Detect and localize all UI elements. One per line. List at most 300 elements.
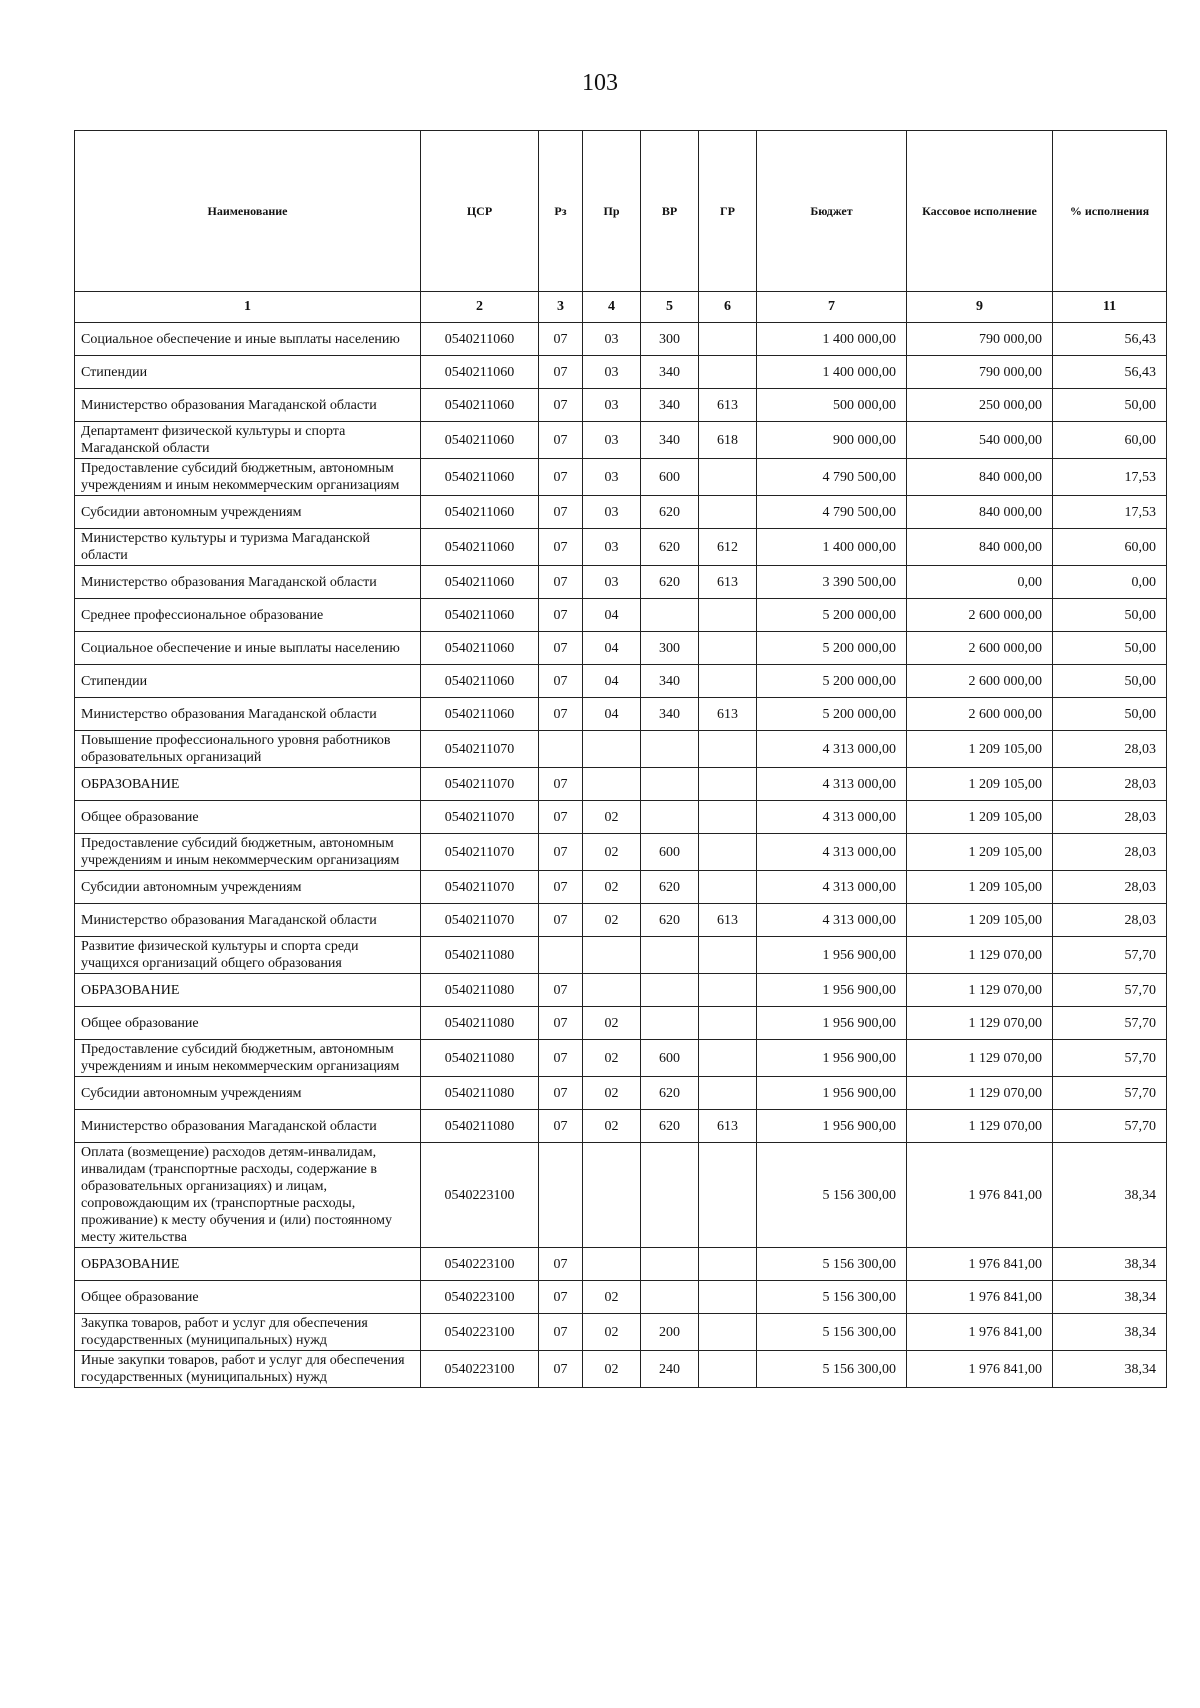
row-percent-cell: 50,00 — [1053, 632, 1167, 665]
row-csr-cell: 0540223100 — [421, 1281, 539, 1314]
row-rz-cell: 07 — [539, 632, 583, 665]
table-row — [75, 665, 1167, 698]
row-percent-cell: 17,53 — [1053, 496, 1167, 529]
row-gr-cell — [699, 1314, 757, 1351]
row-percent-cell: 38,34 — [1053, 1314, 1167, 1351]
row-execution-cell: 1 129 070,00 — [907, 974, 1053, 1007]
row-pr-cell — [583, 937, 641, 974]
row-budget-cell: 3 390 500,00 — [757, 566, 907, 599]
row-gr-cell — [699, 632, 757, 665]
row-name-cell: Общее образование — [75, 1007, 421, 1040]
row-csr-cell: 0540211060 — [421, 323, 539, 356]
row-execution-cell: 1 976 841,00 — [907, 1314, 1053, 1351]
row-name-cell: Министерство образования Магаданской области — [75, 566, 421, 599]
row-rz-cell: 07 — [539, 1077, 583, 1110]
row-csr-cell: 0540211070 — [421, 731, 539, 768]
row-gr-cell — [699, 665, 757, 698]
row-vr-cell — [641, 801, 699, 834]
table-row — [75, 529, 1167, 566]
row-budget-cell: 1 956 900,00 — [757, 1077, 907, 1110]
row-csr-cell: 0540211060 — [421, 356, 539, 389]
row-name-cell: Предоставление субсидий бюджетным, автономным учреждениям и иным некоммерческим организациям — [75, 834, 421, 871]
row-budget-cell: 900 000,00 — [757, 422, 907, 459]
row-pr-cell — [583, 1143, 641, 1248]
table-row — [75, 389, 1167, 422]
row-name-cell: Министерство образования Магаданской области — [75, 904, 421, 937]
row-csr-cell: 0540211070 — [421, 871, 539, 904]
row-csr-cell: 0540223100 — [421, 1143, 539, 1248]
row-pr-cell: 03 — [583, 422, 641, 459]
row-execution-cell: 1 209 105,00 — [907, 904, 1053, 937]
row-percent-cell: 28,03 — [1053, 871, 1167, 904]
row-budget-cell: 5 156 300,00 — [757, 1351, 907, 1388]
table-row — [75, 834, 1167, 871]
row-execution-cell: 0,00 — [907, 566, 1053, 599]
row-name-cell: Общее образование — [75, 801, 421, 834]
row-budget-cell: 4 313 000,00 — [757, 871, 907, 904]
row-vr-cell: 340 — [641, 422, 699, 459]
row-vr-cell — [641, 1248, 699, 1281]
row-percent-cell: 57,70 — [1053, 974, 1167, 1007]
row-budget-cell: 4 790 500,00 — [757, 459, 907, 496]
budget-execution-table — [74, 130, 1167, 1388]
row-rz-cell: 07 — [539, 496, 583, 529]
row-csr-cell: 0540211060 — [421, 459, 539, 496]
row-name-cell: Иные закупки товаров, работ и услуг для обеспечения государственных (муниципальных) нужд — [75, 1351, 421, 1388]
row-budget-cell: 1 956 900,00 — [757, 974, 907, 1007]
row-budget-cell: 5 156 300,00 — [757, 1143, 907, 1248]
table-row — [75, 1110, 1167, 1143]
row-pr-cell: 03 — [583, 529, 641, 566]
table-row — [75, 937, 1167, 974]
row-name-cell: Субсидии автономным учреждениям — [75, 496, 421, 529]
row-vr-cell: 620 — [641, 1077, 699, 1110]
row-csr-cell: 0540223100 — [421, 1314, 539, 1351]
row-vr-cell — [641, 768, 699, 801]
row-execution-cell: 840 000,00 — [907, 529, 1053, 566]
row-rz-cell: 07 — [539, 389, 583, 422]
row-budget-cell: 5 200 000,00 — [757, 599, 907, 632]
row-rz-cell: 07 — [539, 1281, 583, 1314]
table-row — [75, 801, 1167, 834]
table-row — [75, 632, 1167, 665]
row-pr-cell: 02 — [583, 1110, 641, 1143]
row-pr-cell: 03 — [583, 323, 641, 356]
row-execution-cell: 2 600 000,00 — [907, 698, 1053, 731]
row-name-cell: Социальное обеспечение и иные выплаты населению — [75, 323, 421, 356]
row-csr-cell: 0540211060 — [421, 665, 539, 698]
row-csr-cell: 0540223100 — [421, 1248, 539, 1281]
row-csr-cell: 0540211060 — [421, 389, 539, 422]
row-name-cell: Министерство образования Магаданской области — [75, 1110, 421, 1143]
column-number: 6 — [699, 292, 757, 323]
row-name-cell: Департамент физической культуры и спорта Магаданской области — [75, 422, 421, 459]
row-rz-cell: 07 — [539, 904, 583, 937]
row-pr-cell — [583, 768, 641, 801]
row-gr-cell — [699, 1077, 757, 1110]
row-name-cell: Министерство образования Магаданской области — [75, 389, 421, 422]
column-number: 3 — [539, 292, 583, 323]
row-execution-cell: 1 976 841,00 — [907, 1143, 1053, 1248]
row-rz-cell: 07 — [539, 356, 583, 389]
row-rz-cell: 07 — [539, 801, 583, 834]
row-rz-cell: 07 — [539, 459, 583, 496]
row-execution-cell: 1 129 070,00 — [907, 1040, 1053, 1077]
column-titles-row — [75, 131, 1167, 292]
row-percent-cell: 60,00 — [1053, 529, 1167, 566]
table-row — [75, 566, 1167, 599]
row-percent-cell: 50,00 — [1053, 599, 1167, 632]
table-row — [75, 599, 1167, 632]
row-pr-cell: 04 — [583, 665, 641, 698]
row-csr-cell: 0540211070 — [421, 801, 539, 834]
row-percent-cell: 57,70 — [1053, 937, 1167, 974]
row-csr-cell: 0540211060 — [421, 698, 539, 731]
table-header — [75, 131, 1167, 323]
row-pr-cell: 03 — [583, 496, 641, 529]
row-pr-cell — [583, 1248, 641, 1281]
row-rz-cell: 07 — [539, 599, 583, 632]
row-budget-cell: 5 200 000,00 — [757, 632, 907, 665]
row-csr-cell: 0540211060 — [421, 632, 539, 665]
row-percent-cell: 50,00 — [1053, 665, 1167, 698]
row-execution-cell: 840 000,00 — [907, 496, 1053, 529]
row-vr-cell — [641, 599, 699, 632]
row-rz-cell: 07 — [539, 974, 583, 1007]
column-number: 9 — [907, 292, 1053, 323]
row-pr-cell: 02 — [583, 1077, 641, 1110]
row-vr-cell: 300 — [641, 632, 699, 665]
row-rz-cell: 07 — [539, 665, 583, 698]
row-gr-cell — [699, 1248, 757, 1281]
row-name-cell: ОБРАЗОВАНИЕ — [75, 1248, 421, 1281]
row-csr-cell: 0540211080 — [421, 1110, 539, 1143]
row-rz-cell: 07 — [539, 871, 583, 904]
row-pr-cell: 02 — [583, 801, 641, 834]
row-percent-cell: 38,34 — [1053, 1248, 1167, 1281]
row-percent-cell: 28,03 — [1053, 904, 1167, 937]
row-budget-cell: 4 313 000,00 — [757, 768, 907, 801]
row-percent-cell: 38,34 — [1053, 1351, 1167, 1388]
row-vr-cell — [641, 974, 699, 1007]
row-vr-cell: 620 — [641, 566, 699, 599]
page-number: 103 — [582, 70, 618, 96]
row-execution-cell: 250 000,00 — [907, 389, 1053, 422]
row-execution-cell: 1 209 105,00 — [907, 731, 1053, 768]
row-rz-cell: 07 — [539, 1040, 583, 1077]
table-row — [75, 1143, 1167, 1248]
row-vr-cell: 340 — [641, 698, 699, 731]
table-row — [75, 1281, 1167, 1314]
row-budget-cell: 4 313 000,00 — [757, 731, 907, 768]
row-vr-cell — [641, 937, 699, 974]
column-header: % исполнения — [1053, 131, 1167, 292]
row-name-cell: Оплата (возмещение) расходов детям-инвалидам, инвалидам (транспортные расходы, содержание в образовательных организациях) и лицам, сопровождающим их (транспортные расходы, проживание) к месту обучения и (или) постоянному месту жительства — [75, 1143, 421, 1248]
row-percent-cell: 50,00 — [1053, 698, 1167, 731]
table-row — [75, 698, 1167, 731]
row-execution-cell: 2 600 000,00 — [907, 599, 1053, 632]
row-vr-cell: 620 — [641, 871, 699, 904]
row-pr-cell: 02 — [583, 1351, 641, 1388]
row-gr-cell — [699, 834, 757, 871]
row-pr-cell: 02 — [583, 834, 641, 871]
row-name-cell: Закупка товаров, работ и услуг для обеспечения государственных (муниципальных) нужд — [75, 1314, 421, 1351]
row-budget-cell: 1 400 000,00 — [757, 356, 907, 389]
row-name-cell: Министерство образования Магаданской области — [75, 698, 421, 731]
row-gr-cell: 613 — [699, 389, 757, 422]
row-name-cell: ОБРАЗОВАНИЕ — [75, 768, 421, 801]
row-execution-cell: 1 209 105,00 — [907, 768, 1053, 801]
row-gr-cell — [699, 801, 757, 834]
row-budget-cell: 5 156 300,00 — [757, 1281, 907, 1314]
row-csr-cell: 0540211070 — [421, 768, 539, 801]
row-gr-cell — [699, 599, 757, 632]
row-name-cell: Общее образование — [75, 1281, 421, 1314]
column-header: ВР — [641, 131, 699, 292]
row-vr-cell — [641, 1281, 699, 1314]
row-name-cell: Социальное обеспечение и иные выплаты населению — [75, 632, 421, 665]
row-vr-cell: 600 — [641, 1040, 699, 1077]
row-csr-cell: 0540211060 — [421, 422, 539, 459]
row-pr-cell: 04 — [583, 698, 641, 731]
row-csr-cell: 0540223100 — [421, 1351, 539, 1388]
row-gr-cell: 612 — [699, 529, 757, 566]
column-number: 2 — [421, 292, 539, 323]
row-csr-cell: 0540211080 — [421, 1077, 539, 1110]
row-percent-cell: 56,43 — [1053, 356, 1167, 389]
row-budget-cell: 4 313 000,00 — [757, 904, 907, 937]
row-execution-cell: 1 129 070,00 — [907, 937, 1053, 974]
row-gr-cell — [699, 731, 757, 768]
row-rz-cell: 07 — [539, 529, 583, 566]
row-csr-cell: 0540211080 — [421, 1040, 539, 1077]
row-percent-cell: 60,00 — [1053, 422, 1167, 459]
row-csr-cell: 0540211080 — [421, 937, 539, 974]
row-execution-cell: 1 976 841,00 — [907, 1248, 1053, 1281]
row-gr-cell: 613 — [699, 698, 757, 731]
table-row — [75, 1248, 1167, 1281]
row-execution-cell: 790 000,00 — [907, 323, 1053, 356]
row-rz-cell: 07 — [539, 566, 583, 599]
row-rz-cell: 07 — [539, 1007, 583, 1040]
row-pr-cell: 03 — [583, 389, 641, 422]
row-pr-cell: 02 — [583, 1281, 641, 1314]
table-row — [75, 323, 1167, 356]
row-percent-cell: 57,70 — [1053, 1007, 1167, 1040]
row-gr-cell — [699, 459, 757, 496]
table-row — [75, 1314, 1167, 1351]
row-gr-cell — [699, 1040, 757, 1077]
table-row — [75, 356, 1167, 389]
row-gr-cell — [699, 323, 757, 356]
row-vr-cell: 620 — [641, 904, 699, 937]
row-gr-cell — [699, 356, 757, 389]
row-percent-cell: 28,03 — [1053, 834, 1167, 871]
row-vr-cell: 620 — [641, 496, 699, 529]
row-vr-cell: 620 — [641, 529, 699, 566]
row-csr-cell: 0540211060 — [421, 496, 539, 529]
row-pr-cell: 02 — [583, 904, 641, 937]
row-vr-cell: 600 — [641, 834, 699, 871]
row-budget-cell: 1 400 000,00 — [757, 529, 907, 566]
row-csr-cell: 0540211080 — [421, 974, 539, 1007]
row-vr-cell: 200 — [641, 1314, 699, 1351]
row-percent-cell: 0,00 — [1053, 566, 1167, 599]
table-row — [75, 459, 1167, 496]
row-rz-cell: 07 — [539, 1110, 583, 1143]
row-percent-cell: 57,70 — [1053, 1040, 1167, 1077]
column-numbers-row — [75, 292, 1167, 323]
table-row — [75, 1077, 1167, 1110]
row-csr-cell: 0540211060 — [421, 599, 539, 632]
row-gr-cell — [699, 974, 757, 1007]
row-execution-cell: 540 000,00 — [907, 422, 1053, 459]
row-gr-cell: 618 — [699, 422, 757, 459]
row-percent-cell: 57,70 — [1053, 1077, 1167, 1110]
row-csr-cell: 0540211080 — [421, 1007, 539, 1040]
row-execution-cell: 1 129 070,00 — [907, 1007, 1053, 1040]
row-gr-cell — [699, 1007, 757, 1040]
row-budget-cell: 5 156 300,00 — [757, 1248, 907, 1281]
row-percent-cell: 38,34 — [1053, 1281, 1167, 1314]
row-pr-cell: 03 — [583, 566, 641, 599]
row-percent-cell: 28,03 — [1053, 768, 1167, 801]
column-number: 1 — [75, 292, 421, 323]
row-budget-cell: 1 956 900,00 — [757, 937, 907, 974]
row-percent-cell: 28,03 — [1053, 801, 1167, 834]
row-name-cell: Развитие физической культуры и спорта среди учащихся организаций общего образования — [75, 937, 421, 974]
row-rz-cell: 07 — [539, 698, 583, 731]
row-budget-cell: 1 956 900,00 — [757, 1007, 907, 1040]
column-header: ЦСР — [421, 131, 539, 292]
row-name-cell: Субсидии автономным учреждениям — [75, 1077, 421, 1110]
table-row — [75, 496, 1167, 529]
row-budget-cell: 5 200 000,00 — [757, 665, 907, 698]
row-vr-cell — [641, 731, 699, 768]
column-number: 11 — [1053, 292, 1167, 323]
column-header: Наименование — [75, 131, 421, 292]
row-name-cell: Министерство культуры и туризма Магаданской области — [75, 529, 421, 566]
row-execution-cell: 1 209 105,00 — [907, 834, 1053, 871]
row-rz-cell — [539, 731, 583, 768]
row-execution-cell: 2 600 000,00 — [907, 632, 1053, 665]
row-rz-cell — [539, 1143, 583, 1248]
table-row — [75, 904, 1167, 937]
row-name-cell: Предоставление субсидий бюджетным, автономным учреждениям и иным некоммерческим организациям — [75, 459, 421, 496]
row-name-cell: Стипендии — [75, 665, 421, 698]
row-budget-cell: 5 200 000,00 — [757, 698, 907, 731]
row-gr-cell — [699, 496, 757, 529]
row-gr-cell — [699, 1351, 757, 1388]
row-name-cell: ОБРАЗОВАНИЕ — [75, 974, 421, 1007]
row-execution-cell: 1 209 105,00 — [907, 801, 1053, 834]
column-header: Бюджет — [757, 131, 907, 292]
row-gr-cell — [699, 1143, 757, 1248]
row-name-cell: Повышение профессионального уровня работников образовательных организаций — [75, 731, 421, 768]
row-gr-cell: 613 — [699, 1110, 757, 1143]
row-name-cell: Предоставление субсидий бюджетным, автономным учреждениям и иным некоммерческим организациям — [75, 1040, 421, 1077]
row-gr-cell — [699, 871, 757, 904]
table-row — [75, 1040, 1167, 1077]
row-pr-cell: 02 — [583, 871, 641, 904]
row-rz-cell: 07 — [539, 1314, 583, 1351]
row-pr-cell: 04 — [583, 632, 641, 665]
row-gr-cell — [699, 768, 757, 801]
row-percent-cell: 57,70 — [1053, 1110, 1167, 1143]
row-execution-cell: 1 129 070,00 — [907, 1110, 1053, 1143]
row-percent-cell: 50,00 — [1053, 389, 1167, 422]
column-number: 7 — [757, 292, 907, 323]
row-pr-cell — [583, 731, 641, 768]
row-budget-cell: 4 313 000,00 — [757, 834, 907, 871]
row-rz-cell: 07 — [539, 323, 583, 356]
table-row — [75, 871, 1167, 904]
table-row — [75, 768, 1167, 801]
table-row — [75, 422, 1167, 459]
row-pr-cell: 04 — [583, 599, 641, 632]
row-percent-cell: 56,43 — [1053, 323, 1167, 356]
row-rz-cell: 07 — [539, 768, 583, 801]
row-rz-cell: 07 — [539, 834, 583, 871]
row-percent-cell: 28,03 — [1053, 731, 1167, 768]
row-vr-cell: 240 — [641, 1351, 699, 1388]
table-row — [75, 731, 1167, 768]
row-name-cell: Среднее профессиональное образование — [75, 599, 421, 632]
column-header: Рз — [539, 131, 583, 292]
row-execution-cell: 1 129 070,00 — [907, 1077, 1053, 1110]
column-header: ГР — [699, 131, 757, 292]
row-pr-cell: 02 — [583, 1040, 641, 1077]
row-vr-cell — [641, 1007, 699, 1040]
table-row — [75, 1351, 1167, 1388]
row-rz-cell: 07 — [539, 1351, 583, 1388]
row-execution-cell: 790 000,00 — [907, 356, 1053, 389]
row-rz-cell — [539, 937, 583, 974]
row-csr-cell: 0540211070 — [421, 904, 539, 937]
row-execution-cell: 1 209 105,00 — [907, 871, 1053, 904]
row-vr-cell: 620 — [641, 1110, 699, 1143]
row-budget-cell: 1 956 900,00 — [757, 1110, 907, 1143]
row-gr-cell — [699, 937, 757, 974]
table-body — [75, 323, 1167, 1388]
row-rz-cell: 07 — [539, 422, 583, 459]
row-vr-cell: 600 — [641, 459, 699, 496]
column-header: Пр — [583, 131, 641, 292]
row-csr-cell: 0540211060 — [421, 529, 539, 566]
row-vr-cell — [641, 1143, 699, 1248]
row-budget-cell: 4 313 000,00 — [757, 801, 907, 834]
row-vr-cell: 340 — [641, 389, 699, 422]
row-budget-cell: 1 400 000,00 — [757, 323, 907, 356]
row-name-cell: Субсидии автономным учреждениям — [75, 871, 421, 904]
row-csr-cell: 0540211060 — [421, 566, 539, 599]
table-row — [75, 974, 1167, 1007]
row-budget-cell: 1 956 900,00 — [757, 1040, 907, 1077]
row-budget-cell: 5 156 300,00 — [757, 1314, 907, 1351]
row-execution-cell: 1 976 841,00 — [907, 1351, 1053, 1388]
column-header: Кассовое исполнение — [907, 131, 1053, 292]
row-percent-cell: 17,53 — [1053, 459, 1167, 496]
row-execution-cell: 1 976 841,00 — [907, 1281, 1053, 1314]
row-name-cell: Стипендии — [75, 356, 421, 389]
row-execution-cell: 2 600 000,00 — [907, 665, 1053, 698]
row-vr-cell: 340 — [641, 356, 699, 389]
row-pr-cell: 03 — [583, 356, 641, 389]
row-gr-cell: 613 — [699, 566, 757, 599]
row-budget-cell: 500 000,00 — [757, 389, 907, 422]
row-pr-cell: 02 — [583, 1007, 641, 1040]
row-percent-cell: 38,34 — [1053, 1143, 1167, 1248]
